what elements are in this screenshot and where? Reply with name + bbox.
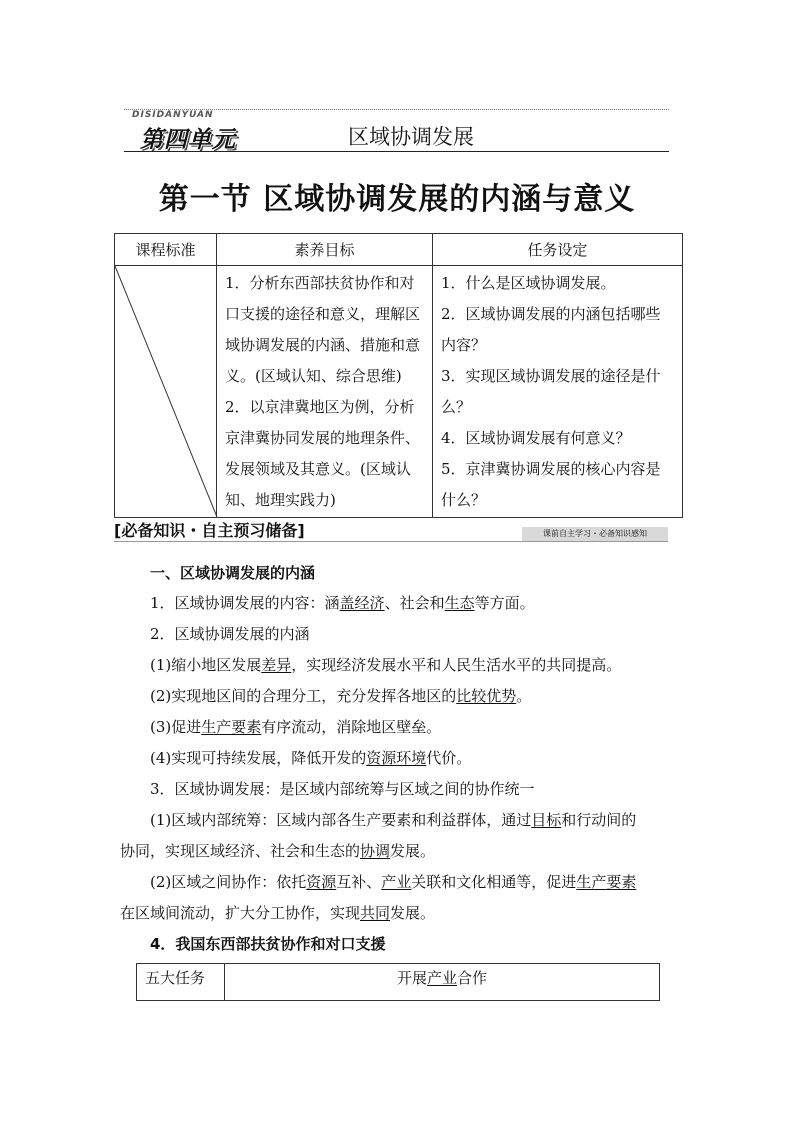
goal-line: 1．分析东西部扶贫协作和对 <box>225 274 415 292</box>
knowledge-banner: [必备知识・自主预习储备] <box>114 521 305 540</box>
goal-line: 京津冀协同发展的地理条件、 <box>225 429 421 447</box>
curriculum-standard-cell <box>115 266 217 518</box>
paragraph: (1)区域内部统筹：区域内部各生产要素和利益群体，通过目标和行动间的 <box>150 811 637 829</box>
task-line: 2．区域协调发展的内涵包括哪些 <box>441 305 661 323</box>
paragraph: 1．区域协调发展的内容：涵盖经济、社会和生态等方面。 <box>150 594 535 612</box>
paragraph: 协同，实现区域经济、社会和生态的协调发展。 <box>120 842 436 860</box>
standards-table <box>114 233 683 518</box>
paragraph: (2)实现地区间的合理分工，充分发挥各地区的比较优势。 <box>150 687 532 705</box>
task-line: 3．实现区域协调发展的途径是什 <box>441 367 661 385</box>
five-tasks-label: 五大任务 <box>137 964 225 1001</box>
unit-pinyin: DISIDANYUAN <box>132 110 214 120</box>
task-line: 4．区域协调发展有何意义？ <box>441 429 631 447</box>
unit-title: 区域协调发展 <box>348 125 474 149</box>
diagonal-slash <box>115 266 217 517</box>
goal-line: 知、地理实践力) <box>225 491 336 509</box>
task-line: 么？ <box>441 398 472 416</box>
goal-line: 发展领域及其意义。(区域认 <box>225 460 411 478</box>
goal-line: 域协调发展的内涵、措施和意 <box>225 336 421 354</box>
five-tasks-value: 开展产业合作 <box>225 964 660 1001</box>
paragraph: 2．区域协调发展的内涵 <box>150 625 310 643</box>
paragraph: 在区域间流动，扩大分工协作，实现共同发展。 <box>120 904 436 922</box>
paragraph: (2)区域之间协作：依托资源互补、产业关联和文化相通等，促进生产要素 <box>150 873 637 891</box>
task-line: 什么？ <box>441 491 487 509</box>
section-title: 第一节 区域协调发展的内涵与意义 <box>158 182 636 217</box>
goal-line: 2．以京津冀地区为例，分析 <box>225 398 415 416</box>
heading-east-west: 4．我国东西部扶贫协作和对口支援 <box>150 935 386 953</box>
paragraph: (1)缩小地区发展差异，实现经济发展水平和人民生活水平的共同提高。 <box>150 656 622 674</box>
task-setting-cell <box>433 266 683 518</box>
five-tasks-table <box>136 963 660 1001</box>
header-rule <box>124 151 669 152</box>
task-line: 5．京津冀协调发展的核心内容是 <box>441 460 661 478</box>
goal-line: 口支援的途径和意义，理解区 <box>225 305 421 323</box>
unit-label: 第四单元 <box>140 127 236 153</box>
task-line: 内容？ <box>441 336 487 354</box>
goal-line: 义。(区域认知、综合思维) <box>225 367 402 385</box>
banner-rule <box>114 541 668 542</box>
banner-tag: 课前自主学习・必备知识感知 <box>522 527 668 541</box>
literacy-goals-cell <box>217 266 433 518</box>
paragraph: (4)实现可持续发展，降低开发的资源环境代价。 <box>150 749 472 767</box>
paragraph: 3．区域协调发展：是区域内部统筹与区域之间的协作统一 <box>150 780 535 798</box>
header-curriculum-standard: 课程标准 <box>115 234 217 266</box>
paragraph: (3)促进生产要素有序流动，消除地区壁垒。 <box>150 718 442 736</box>
header-task-setting: 任务设定 <box>433 234 683 266</box>
header-literacy-goals: 素养目标 <box>217 234 433 266</box>
task-line: 1．什么是区域协调发展。 <box>441 274 616 292</box>
heading-connotation: 一、区域协调发展的内涵 <box>150 564 316 582</box>
